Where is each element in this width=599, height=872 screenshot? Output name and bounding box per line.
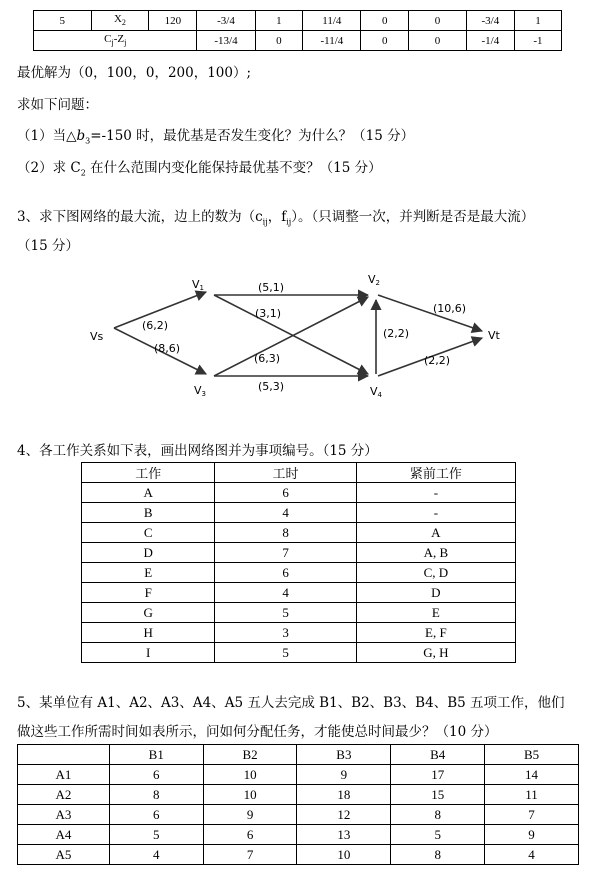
edge-label-v2-vt: (10,6) (433, 302, 467, 315)
problem-3-title: 3、求下图网络的最大流，边上的数为（$c_{ij}$，$f_{ij}$）。（只调整一次，并判断是否是最大流） (17, 209, 535, 227)
column-header: B3 (297, 745, 391, 765)
table-cell: -1/4 (466, 31, 514, 51)
table-cell: 120 (149, 11, 197, 31)
table-cell: 5 (34, 11, 92, 31)
table-cell: 9 (297, 765, 391, 785)
table-row (34, 11, 562, 31)
edge-label-v3-v4: (5,3) (258, 380, 285, 393)
table-cell: 0 (361, 31, 409, 51)
table-cell: A, B (356, 543, 515, 563)
table-header-row (82, 463, 516, 483)
row-header: A3 (18, 805, 110, 825)
row-header: A2 (18, 785, 110, 805)
table-cell: 9 (485, 825, 579, 845)
edge-v1-v4 (214, 295, 368, 374)
edge-label-v1-v2: (5,1) (258, 281, 285, 294)
row-header: A5 (18, 845, 110, 865)
table-row (82, 523, 516, 543)
column-header: 工时 (215, 463, 356, 483)
problem-5-line-1: 5、某单位有 A1、A2、A3、A4、A5 五人去完成 B1、B2、B3、B4、B5 五项工作，他们 (17, 695, 565, 711)
table-cell: 7 (215, 543, 356, 563)
problem-4-title: 4、各工作关系如下表，画出网络图并为事项编号。（15 分） (17, 443, 378, 459)
table-row (82, 543, 516, 563)
table-row (82, 563, 516, 583)
edge-label-vs-v3: (8,6) (154, 342, 181, 355)
table-cell: -11/4 (303, 31, 361, 51)
table-row (34, 31, 562, 51)
table-cell: 0 (409, 11, 467, 31)
column-header: B1 (109, 745, 203, 765)
edge-label-v3-v2: (6,3) (254, 352, 281, 365)
table-row (82, 623, 516, 643)
table-cell: 8 (391, 845, 485, 865)
table-cell: F (82, 583, 215, 603)
table-cell: 4 (215, 583, 356, 603)
node-vs: Vs (90, 330, 104, 343)
table-cell: E (356, 603, 515, 623)
assignment-time-table (17, 744, 579, 865)
row-header: A4 (18, 825, 110, 845)
column-header: B2 (203, 745, 297, 765)
table-cell: -1 (514, 31, 561, 51)
table-cell: 11 (485, 785, 579, 805)
table-cell: 5 (215, 603, 356, 623)
table-cell: 0 (361, 11, 409, 31)
table-cell: 18 (297, 785, 391, 805)
table-cell: -13/4 (197, 31, 255, 51)
table-cell: 6 (109, 805, 203, 825)
column-header: B5 (485, 745, 579, 765)
table-cell: 5 (391, 825, 485, 845)
table-row (82, 643, 516, 663)
cj-zj-label: $C_j-Z_j$ (34, 31, 197, 51)
table-header-row (18, 745, 579, 765)
table-cell: 12 (297, 805, 391, 825)
table-cell: D (356, 583, 515, 603)
table-cell: 5 (109, 825, 203, 845)
table-cell: C (82, 523, 215, 543)
table-cell: 6 (215, 563, 356, 583)
column-header: 紧前工作 (356, 463, 515, 483)
edge-v3-v2 (214, 297, 368, 376)
table-cell: -3/4 (466, 11, 514, 31)
table-cell: I (82, 643, 215, 663)
node-v1: V1 (192, 278, 204, 292)
ask-text: 求如下问题： (17, 97, 98, 113)
edge-label-v4-v2: (2,2) (383, 327, 410, 340)
max-flow-network-diagram (80, 262, 520, 412)
column-header: B4 (391, 745, 485, 765)
table-cell: 7 (203, 845, 297, 865)
table-cell: 4 (109, 845, 203, 865)
table-row (18, 765, 579, 785)
table-cell: 8 (215, 523, 356, 543)
table-cell: 10 (297, 845, 391, 865)
edge-label-v1-v4: (3,1) (255, 307, 282, 320)
column-header (18, 745, 110, 765)
table-cell: 1 (514, 11, 561, 31)
table-cell: 6 (109, 765, 203, 785)
table-cell: 4 (215, 503, 356, 523)
table-cell: 7 (485, 805, 579, 825)
node-v4: V4 (370, 385, 382, 399)
table-cell: 6 (203, 825, 297, 845)
table-row (18, 785, 579, 805)
table-cell: H (82, 623, 215, 643)
table-row (82, 603, 516, 623)
work-relations-table (81, 462, 516, 663)
table-cell: B (82, 503, 215, 523)
table-row (18, 845, 579, 865)
table-cell: 1 (255, 11, 303, 31)
node-v3: V3 (194, 384, 206, 398)
problem-3-score: （15 分） (17, 238, 79, 254)
edge-label-vs-v1: (6,2) (142, 319, 169, 332)
table-cell: $X_2$ (91, 11, 149, 31)
table-cell: 11/4 (303, 11, 361, 31)
table-row (18, 805, 579, 825)
table-cell: 17 (391, 765, 485, 785)
table-cell: 6 (215, 483, 356, 503)
optimal-solution-text: 最优解为（0，100，0，200，100）; (17, 65, 252, 81)
table-cell: 15 (391, 785, 485, 805)
table-row (18, 825, 579, 845)
table-cell: D (82, 543, 215, 563)
table-cell: E, F (356, 623, 515, 643)
node-v2: V2 (368, 273, 380, 287)
edge-label-v4-vt: (2,2) (424, 354, 451, 367)
table-cell: A (356, 523, 515, 543)
node-vt: Vt (488, 329, 500, 342)
question-2: （2）求 $C_2$ 在什么范围内变化能保持最优基不变？（15 分） (17, 160, 382, 178)
table-cell: 0 (255, 31, 303, 51)
table-cell: 8 (109, 785, 203, 805)
simplex-table (33, 10, 562, 51)
table-cell: A (82, 483, 215, 503)
table-cell: - (356, 483, 515, 503)
table-cell: 13 (297, 825, 391, 845)
table-cell: 4 (485, 845, 579, 865)
column-header: 工作 (82, 463, 215, 483)
table-cell: 8 (391, 805, 485, 825)
table-cell: 10 (203, 765, 297, 785)
table-cell: - (356, 503, 515, 523)
table-cell: 10 (203, 785, 297, 805)
edge-v2-vt (378, 295, 482, 331)
table-cell: C, D (356, 563, 515, 583)
problem-5-line-2: 做这些工作所需时间如表所示，问如何分配任务，才能使总时间最少？（10 分） (17, 724, 498, 740)
table-row (82, 583, 516, 603)
row-header: A1 (18, 765, 110, 785)
table-cell: 5 (215, 643, 356, 663)
table-cell: -3/4 (197, 11, 255, 31)
table-cell: 9 (203, 805, 297, 825)
table-row (82, 483, 516, 503)
table-cell: 0 (409, 31, 467, 51)
table-cell: E (82, 563, 215, 583)
question-1: （1）当$\triangle b_3=-150$ 时，最优基是否发生变化？为什么？（15 分） (17, 128, 415, 146)
table-row (82, 503, 516, 523)
table-cell: G, H (356, 643, 515, 663)
table-cell: 3 (215, 623, 356, 643)
table-cell: G (82, 603, 215, 623)
table-cell: 14 (485, 765, 579, 785)
